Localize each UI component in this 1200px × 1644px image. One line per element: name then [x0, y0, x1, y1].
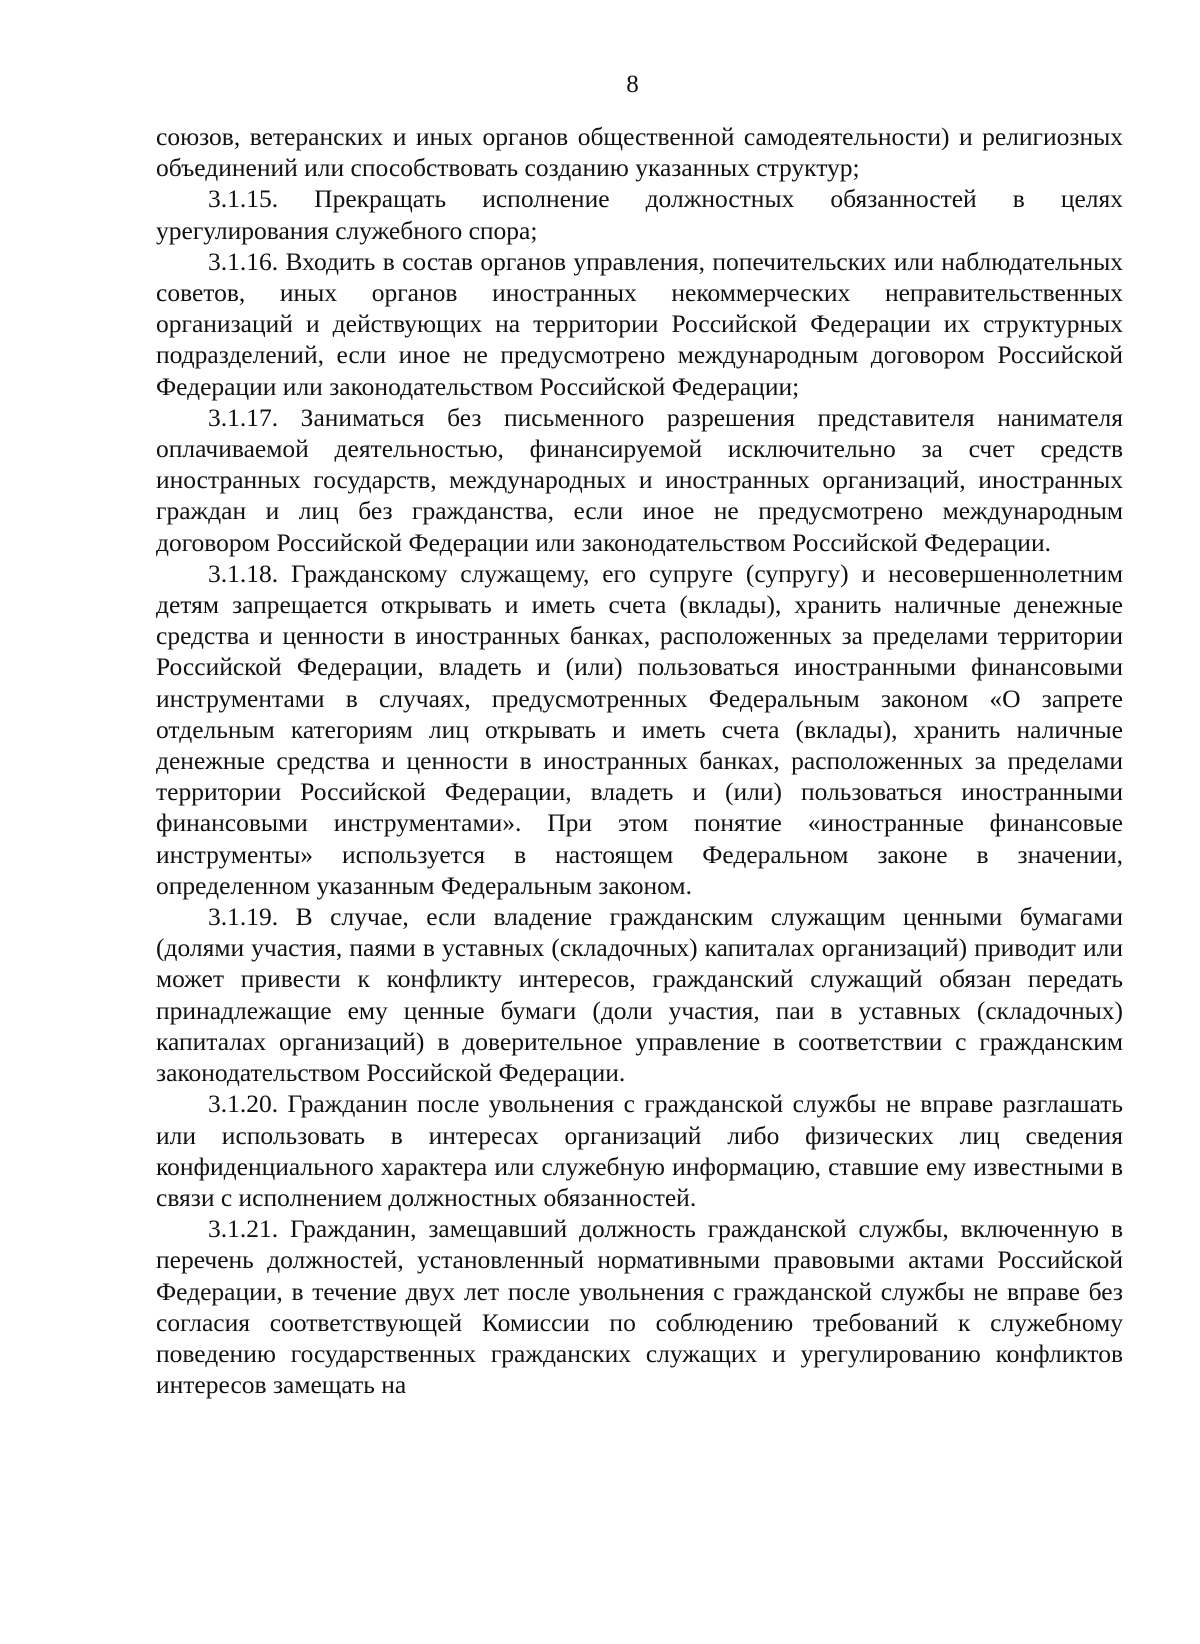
document-body: [156, 121, 1123, 1400]
paragraph-3-1-18: 3.1.18. Гражданскому служащему, его супруге (супругу) и несовершеннолетним детям запрещается открывать и иметь счета (вклады), хранить наличные денежные средства и ценности в иностранных банках, расположенных за пределами территории Российской Федерации, владеть и (или) пользоваться иностранными финансовыми инструментами в случаях, предусмотренных Федеральным законом «О запрете отдельным категориям лиц открывать и иметь счета (вклады), хранить наличные денежные средства и ценности в иностранных банках, расположенных за пределами территории Российской Федерации, владеть и (или) пользоваться иностранными финансовыми инструментами». При этом понятие «иностранные финансовые инструменты» используется в настоящем Федеральном законе в значении, определенном указанным Федеральным законом.: [156, 558, 1123, 900]
paragraph-3-1-19: 3.1.19. В случае, если владение гражданским служащим ценными бумагами (долями участия, паями в уставных (складочных) капиталах организаций) приводит или может привести к конфликту интересов, гражданский служащий обязан передать принадлежащие ему ценные бумаги (доли участия, паи в уставных (складочных) капиталах организаций) в доверительное управление в соответствии с гражданским законодательством Российской Федерации.: [156, 902, 1123, 1088]
paragraph-3-1-21: 3.1.21. Гражданин, замещавший должность гражданской службы, включенную в перечень должностей, установленный нормативными правовыми актами Российской Федерации, в течение двух лет после увольнения с гражданской службы не вправе без согласия соответствующей Комиссии по соблюдению требований к служебному поведению государственных гражданских служащих и урегулированию конфликтов интересов замещать на: [156, 1214, 1123, 1400]
paragraph-continuation: союзов, ветеранских и иных органов общественной самодеятельности) и религиозных объединений или способствовать созданию указанных структур;: [156, 122, 1123, 183]
page-number: 8: [626, 71, 639, 98]
paragraph-3-1-16: 3.1.16. Входить в состав органов управления, попечительских или наблюдательных советов, иных органов иностранных некоммерческих неправительственных организаций и действующих на территории Российской Федерации их структурных подразделений, если иное не предусмотрено международным договором Российской Федерации или законодательством Российской Федерации;: [156, 246, 1123, 401]
paragraph-3-1-17: 3.1.17. Заниматься без письменного разрешения представителя нанимателя оплачиваемой деятельностью, финансируемой исключительно за счет средств иностранных государств, международных и иностранных организаций, иностранных граждан и лиц без гражданства, если иное не предусмотрено международным договором Российской Федерации или законодательством Российской Федерации.: [156, 402, 1123, 557]
paragraph-3-1-15: 3.1.15. Прекращать исполнение должностных обязанностей в целях урегулирования служебного спора;: [156, 184, 1123, 245]
paragraph-3-1-20: 3.1.20. Гражданин после увольнения с гражданской службы не вправе разглашать или использовать в интересах организаций либо физических лиц сведения конфиденциального характера или служебную информацию, ставшие ему известными в связи с исполнением должностных обязанностей.: [156, 1089, 1123, 1212]
